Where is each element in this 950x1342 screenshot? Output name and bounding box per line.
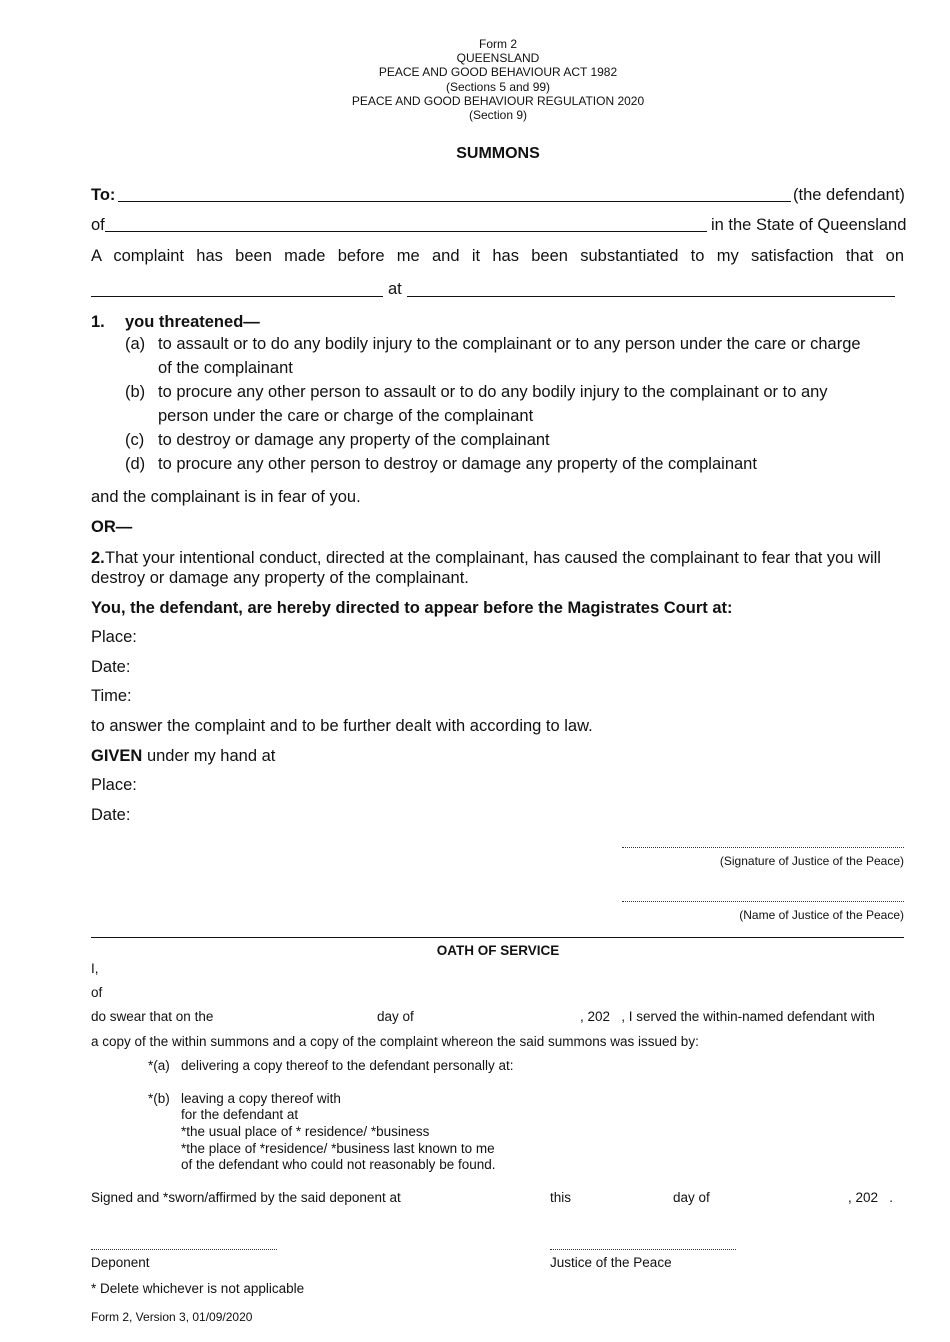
given-statement bbox=[91, 747, 275, 766]
defendant-address-field[interactable] bbox=[105, 231, 707, 232]
page-title: SUMMONS bbox=[456, 145, 540, 162]
act-name: PEACE AND GOOD BEHAVIOUR ACT 1982 bbox=[378, 65, 618, 79]
threat-letter: (d) bbox=[125, 455, 146, 473]
given-place-label: Place: bbox=[91, 776, 137, 794]
jp-name-field[interactable] bbox=[622, 901, 904, 902]
form-number: Form 2 bbox=[478, 37, 517, 51]
appearance-directive: You, the defendant, are hereby directed to appear before the Magistrates Court at: bbox=[91, 599, 733, 617]
to-label: To: bbox=[91, 186, 116, 204]
threat-text: to procure any other person to assault or to do any bodily injury to the complainant or to any bbox=[158, 383, 828, 401]
option-a-label: *(a) bbox=[148, 1058, 170, 1073]
regulation-name: PEACE AND GOOD BEHAVIOUR REGULATION 2020 bbox=[351, 94, 645, 108]
option-b-line: of the defendant who could not reasonably be found. bbox=[181, 1157, 496, 1172]
signed-day-of: day of bbox=[673, 1190, 710, 1205]
option-a-text: delivering a copy thereof to the defendant personally at: bbox=[181, 1058, 514, 1073]
threat-text: to destroy or damage any property of the complainant bbox=[158, 431, 550, 449]
jp-oath-signature-field[interactable] bbox=[550, 1249, 736, 1250]
court-date-label: Date: bbox=[91, 658, 131, 676]
jp-oath-label: Justice of the Peace bbox=[550, 1255, 672, 1270]
jp-signature-field[interactable] bbox=[622, 847, 904, 848]
signed-this-label: this bbox=[550, 1190, 572, 1205]
threat-text: to assault or to do any bodily injury to the complainant or to any person under the care or charge bbox=[158, 335, 861, 353]
regulation-section: (Section 9) bbox=[468, 108, 528, 122]
given-bold: GIVEN bbox=[91, 747, 143, 765]
section-2-text: That your intentional conduct, directed at the complainant, has caused the complainant to fear that you will bbox=[105, 549, 881, 567]
given-date-label: Date: bbox=[91, 806, 131, 824]
complaint-date-field[interactable] bbox=[91, 296, 383, 297]
threat-letter: (c) bbox=[125, 431, 145, 449]
jp-signature-caption: (Signature of Justice of the Peace) bbox=[719, 854, 904, 868]
state-suffix: in the State of Queensland bbox=[711, 216, 907, 234]
threat-letter: (a) bbox=[125, 335, 146, 353]
court-place-label: Place: bbox=[91, 628, 137, 646]
oath-i-label: I, bbox=[91, 961, 99, 976]
given-rest: under my hand at bbox=[142, 747, 276, 765]
option-b-label: *(b) bbox=[148, 1091, 170, 1106]
defendant-name-field[interactable] bbox=[118, 201, 791, 202]
option-b-line: *the place of *residence/ *business last known to me bbox=[181, 1141, 495, 1156]
option-b-line: *the usual place of * residence/ *business bbox=[181, 1124, 430, 1139]
jp-name-caption: (Name of Justice of the Peace) bbox=[739, 908, 904, 922]
oath-copy-text: a copy of the within summons and a copy of the complaint whereon the said summons was issued by: bbox=[91, 1034, 699, 1049]
court-time-label: Time: bbox=[91, 687, 132, 705]
complaint-location-field[interactable] bbox=[407, 296, 895, 297]
at-label: at bbox=[388, 280, 402, 298]
oath-day-of: day of bbox=[377, 1009, 414, 1024]
defendant-suffix: (the defendant) bbox=[793, 186, 905, 204]
signed-year: , 202 . bbox=[848, 1190, 894, 1205]
act-sections: (Sections 5 and 99) bbox=[445, 80, 551, 94]
answer-statement: to answer the complaint and to be further dealt with according to law. bbox=[91, 717, 593, 735]
oath-title: OATH OF SERVICE bbox=[436, 943, 560, 958]
option-b-line: for the defendant at bbox=[181, 1107, 299, 1122]
delete-note: * Delete whichever is not applicable bbox=[91, 1281, 305, 1296]
fear-statement: and the complainant is in fear of you. bbox=[91, 488, 361, 506]
or-label: OR— bbox=[91, 518, 133, 536]
state-name: QUEENSLAND bbox=[456, 51, 540, 65]
complaint-statement: A complaint has been made before me and it has been substantiated to my satisfaction that on bbox=[91, 247, 904, 265]
oath-swear-text: do swear that on the bbox=[91, 1009, 214, 1024]
section-2-text-cont: destroy or damage any property of the complainant. bbox=[91, 569, 469, 587]
option-b-line: leaving a copy thereof with bbox=[181, 1091, 341, 1106]
form-version-footer: Form 2, Version 3, 01/09/2020 bbox=[91, 1310, 253, 1324]
signed-text: Signed and *sworn/affirmed by the said deponent at bbox=[91, 1190, 401, 1205]
threat-text-cont: of the complainant bbox=[158, 359, 293, 377]
of-label: of bbox=[91, 216, 105, 234]
threat-text-cont: person under the care or charge of the complainant bbox=[158, 407, 534, 425]
deponent-label: Deponent bbox=[91, 1255, 150, 1270]
deponent-signature-field[interactable] bbox=[91, 1249, 277, 1250]
section-divider bbox=[91, 937, 904, 938]
section-1-heading: you threatened— bbox=[125, 313, 260, 331]
section-1-number: 1. bbox=[91, 313, 105, 331]
threat-letter: (b) bbox=[125, 383, 146, 401]
section-2-number: 2. bbox=[91, 549, 105, 567]
threat-text: to procure any other person to destroy or damage any property of the complainant bbox=[158, 455, 757, 473]
oath-of-label: of bbox=[91, 985, 103, 1000]
oath-year-text: , 202 , I served the within-named defendant with bbox=[580, 1009, 875, 1024]
